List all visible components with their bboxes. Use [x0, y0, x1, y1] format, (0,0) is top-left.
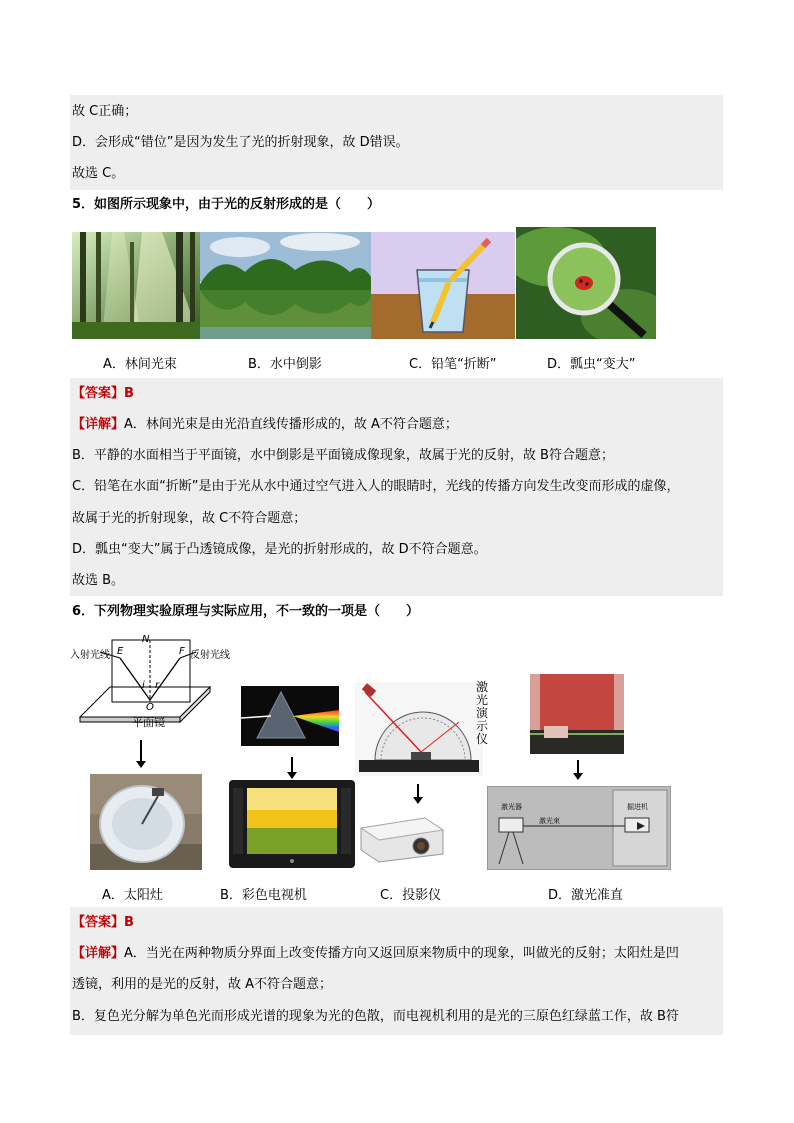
- reflected-ray-label: 反射光线: [190, 650, 230, 661]
- q5-option-d: D．瓢虫“变大”: [547, 357, 636, 372]
- o-label: O: [146, 702, 154, 713]
- q5-detail-c1: C．铅笔在水面“折断”是由于光从水中通过空气进入人的眼睛时，光线的传播方向发生改变而形成的虚像，: [72, 479, 680, 494]
- receiver-label: 掘进机: [627, 803, 648, 811]
- water-reflection-image: [200, 232, 371, 339]
- q6-option-d: D．激光准直: [548, 888, 624, 903]
- q6-detail-b: B．复色光分解为单色光而形成光谱的现象为光的色散，而电视机利用的是光的三原色红绿蓝工作，故 B符: [72, 1009, 679, 1024]
- q6-option-c: C．投影仪: [380, 888, 442, 903]
- r-label: r: [155, 680, 160, 691]
- q5-option-b: B．水中倒影: [248, 357, 322, 372]
- incident-ray-label: 入射光线: [70, 650, 110, 661]
- q5-answer-line: [72, 385, 134, 403]
- i-label: i: [142, 680, 145, 691]
- detail-text: A．当光在两种物质分界面上改变传播方向又返回原来物质中的现象，叫做光的反射；太阳灶是凹: [124, 946, 679, 961]
- q5-detail-b: B．平静的水面相当于平面镜，水中倒影是平面镜成像现象，故属于光的反射，故 B符合题意；: [72, 448, 614, 463]
- laser-demo-device-image: [355, 682, 483, 776]
- emitter-label: 激光器: [501, 803, 522, 811]
- q6-option-b: B．彩色电视机: [220, 888, 307, 903]
- projector-image: [355, 804, 445, 864]
- reflection-diagram: [70, 632, 235, 732]
- laser-pointer-photo: [530, 674, 624, 754]
- prev-line-1: 故 C正确；: [72, 104, 138, 119]
- laser-demo-label: 激 光 演 示 仪: [476, 680, 489, 746]
- prev-line-2: D．会形成“错位”是因为发生了光的折射现象，故 D错误。: [72, 135, 409, 150]
- q5-stem: 5．如图所示现象中，由于光的反射形成的是（ ）: [72, 197, 381, 212]
- answer-tag: 【答案】: [72, 915, 125, 930]
- pencil-glass-image: [371, 232, 515, 339]
- arrow-down-d: [577, 760, 579, 774]
- q5-option-c: C．铅笔“折断”: [409, 357, 497, 372]
- q5-detail-a: [72, 416, 458, 434]
- prism-dispersion-image: [241, 686, 339, 746]
- q5-conclusion: 故选 B。: [72, 573, 125, 588]
- solar-cooker-image: [90, 774, 202, 870]
- f-label: F: [179, 646, 185, 657]
- q6-detail-a2: 透镜，利用的是光的反射，故 A不符合题意；: [72, 977, 333, 992]
- beam-label: 激光束: [539, 817, 560, 825]
- q6-answer-line: [72, 914, 134, 932]
- detail-tag: 【详解】: [72, 417, 125, 432]
- detail-text: A．林间光束是由光沿直线传播形成的，故 A不符合题意；: [124, 417, 458, 432]
- normal-label: N: [142, 634, 150, 645]
- answer-tag: 【答案】: [72, 386, 125, 401]
- color-tv-image: [229, 780, 355, 868]
- mirror-label: 平面镜: [132, 716, 165, 729]
- laser-alignment-diagram: [487, 786, 671, 870]
- arrow-down-b: [291, 757, 293, 773]
- forest-light-image: [72, 232, 200, 339]
- detail-tag: 【详解】: [72, 946, 125, 961]
- q5-option-a: A．林间光束: [103, 357, 177, 372]
- q6-detail-a1: [72, 945, 679, 963]
- arrow-down-a: [140, 740, 142, 762]
- prev-line-3: 故选 C。: [72, 166, 125, 181]
- e-label: E: [117, 646, 124, 657]
- arrow-down-c: [417, 784, 419, 798]
- ladybug-magnifier-image: [516, 227, 656, 339]
- q6-stem: 6．下列物理实验原理与实际应用，不一致的一项是（ ）: [72, 604, 420, 619]
- answer-value: B: [124, 915, 134, 930]
- q6-option-a: A．太阳灶: [102, 888, 163, 903]
- q5-detail-c2: 故属于光的折射现象，故 C不符合题意；: [72, 511, 307, 526]
- answer-value: B: [124, 386, 134, 401]
- q5-detail-d: D．瓢虫“变大”属于凸透镜成像，是光的折射形成的，故 D不符合题意。: [72, 542, 487, 557]
